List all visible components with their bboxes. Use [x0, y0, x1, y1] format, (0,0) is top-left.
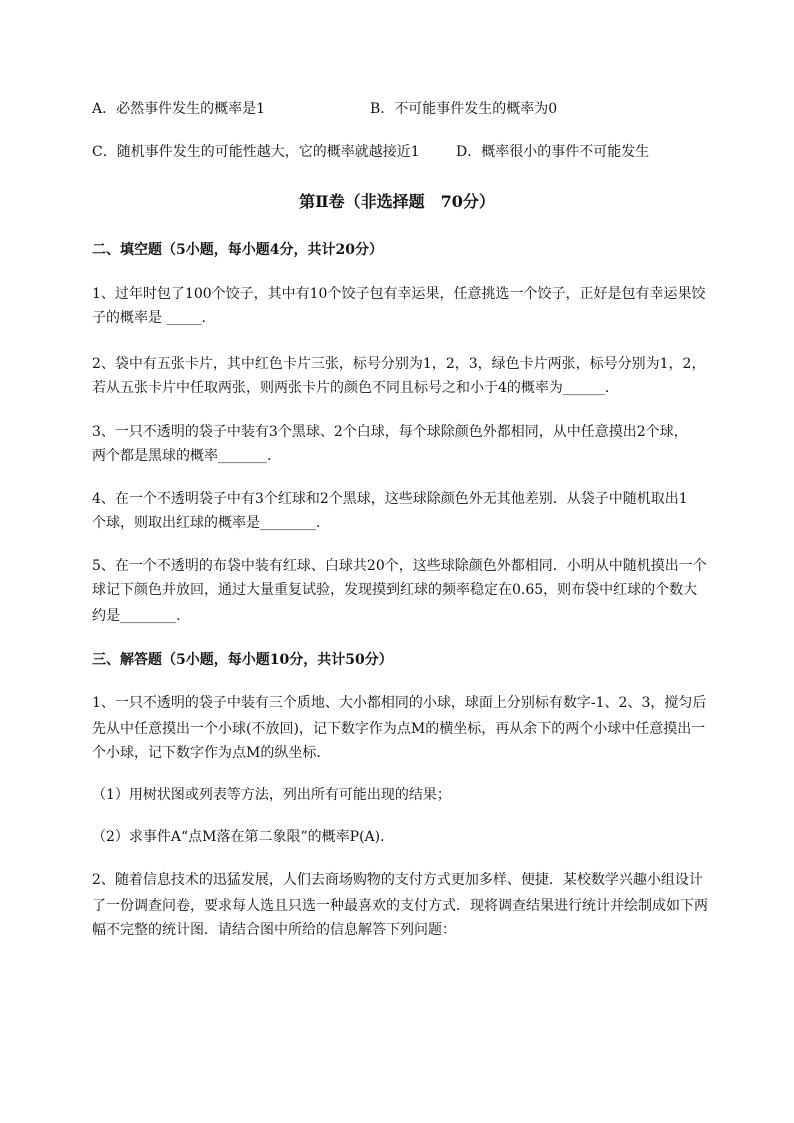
fill-q5-line2: 球记下颜色并放回，通过大量重复试验，发现摸到红球的频率稳定在0.65，则布袋中红球的个数大	[92, 582, 698, 598]
solve-q1-part1: （1）用树状图或列表等方法，列出所有可能出现的结果；	[92, 787, 451, 803]
part-title: 第Ⅱ卷（非选择题 70分）	[299, 192, 495, 211]
option-b: B．不可能事件发生的概率为0	[370, 101, 558, 117]
solve-section-heading: 三、解答题（5小题，每小题10分，共计50分）	[92, 652, 393, 668]
fill-q1-line1: 1、过年时包了100个饺子，其中有10个饺子包有幸运果，任意挑选一个饺子，正好是包有幸运果饺	[92, 286, 706, 302]
solve-q1-line1: 1、一只不透明的袋子中装有三个质地、大小都相同的小球，球面上分别标有数字-1、2、3，搅匀后	[92, 695, 707, 711]
solve-q1-line3: 个小球，记下数字作为点M的纵坐标．	[92, 745, 331, 761]
fill-q5-line3: 约是________.	[92, 608, 181, 624]
fill-q3-line1: 3、一只不透明的袋子中装有3个黑球、2个白球，每个球除颜色外都相同，从中任意摸出2个球，	[92, 424, 688, 440]
solve-q1-part2: （2）求事件A“点M落在第二象限”的概率P(A)．	[92, 829, 395, 845]
option-c: C．随机事件发生的可能性越大，它的概率就越接近1	[92, 144, 420, 160]
fill-q1-line2: 子的概率是 _____.	[92, 310, 206, 326]
fill-section-heading: 二、填空题（5小题，每小题4分，共计20分）	[92, 242, 383, 258]
solve-q1-line2: 先从中任意摸出一个小球(不放回)，记下数字作为点M的横坐标，再从余下的两个小球中任意摸出一	[92, 721, 706, 737]
option-d: D．概率很小的事件不可能发生	[456, 144, 650, 160]
option-a: A．必然事件发生的概率是1	[92, 101, 266, 117]
fill-q4-line1: 4、在一个不透明袋子中有3个红球和2个黑球，这些球除颜色外无其他差别．从袋子中随机取出1	[92, 491, 688, 507]
solve-q2-line2: 了一份调查问卷，要求每人选且只选一种最喜欢的支付方式．现将调查结果进行统计并绘制成如下两	[92, 898, 708, 914]
fill-q4-line2: 个球，则取出红球的概率是________.	[92, 515, 321, 531]
fill-q5-line1: 5、在一个不透明的布袋中装有红球、白球共20个，这些球除颜色外都相同．小明从中随机摸出一个	[92, 558, 707, 574]
fill-q2-line2: 若从五张卡片中任取两张，则两张卡片的颜色不同且标号之和小于4的概率为______.	[92, 380, 610, 396]
solve-q2-line1: 2、随着信息技术的迅猛发展，人们去商场购物的支付方式更加多样、便捷．某校数学兴趣小组设计	[92, 872, 703, 888]
fill-q2-line1: 2、袋中有五张卡片，其中红色卡片三张，标号分别为1，2，3，绿色卡片两张，标号分别为1，2，	[92, 356, 706, 372]
solve-q2-line3: 幅不完整的统计图．请结合图中所给的信息解答下列问题：	[92, 922, 456, 938]
fill-q3-line2: 两个都是黑球的概率_______.	[92, 448, 272, 464]
